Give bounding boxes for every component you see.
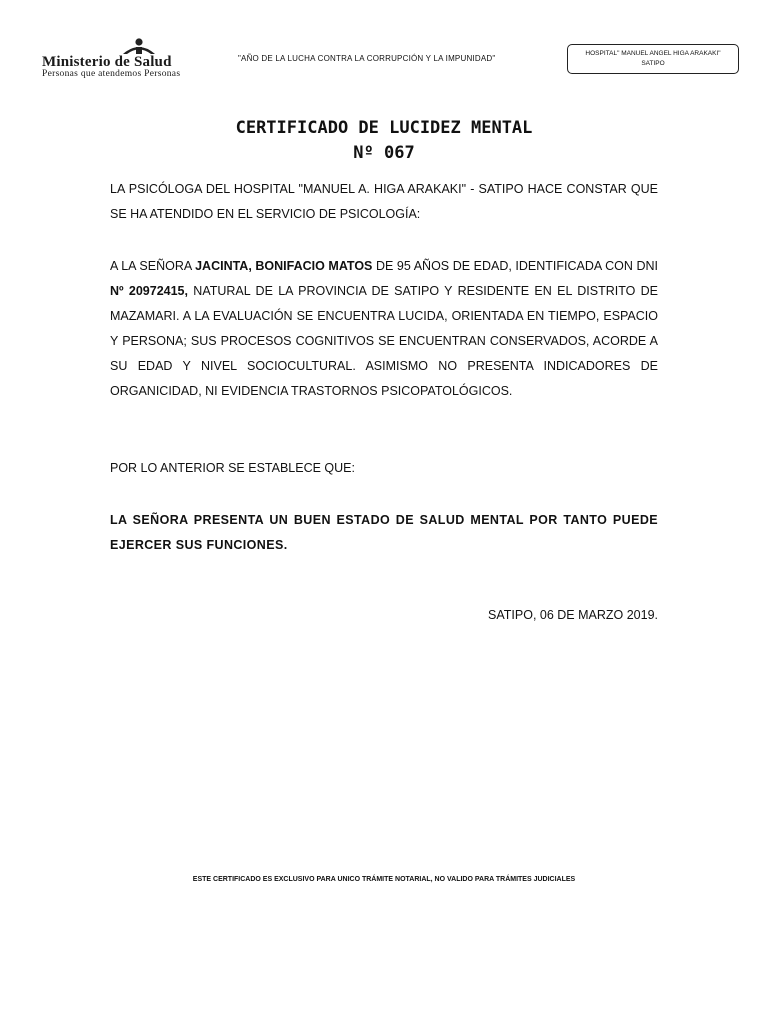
patient-paragraph bbox=[110, 254, 658, 404]
issue-date: SATIPO, 06 DE MARZO 2019. bbox=[488, 608, 658, 622]
patient-text-a: A LA SEÑORA bbox=[110, 259, 196, 273]
conclusion-paragraph: LA SEÑORA PRESENTA UN BUEN ESTADO DE SALUD MENTAL POR TANTO PUEDE EJERCER SUS FUNCIONES. bbox=[110, 513, 658, 552]
year-motto: "AÑO DE LA LUCHA CONTRA LA CORRUPCIÓN Y LA IMPUNIDAD" bbox=[238, 54, 496, 63]
patient-text-c: NATURAL DE LA PROVINCIA DE SATIPO Y RESIDENTE EN EL DISTRITO DE MAZAMARI. A LA EVALUACIÓN SE ENCUENTRA LUCIDA, ORIENTADA EN TIEMPO, ESPACIO Y PERSONA; SUS PROCESOS COGNITIVOS SE ENCUENTRAN CONSERVADOS, ACORDE A SU EDAD Y NIVEL SOCIOCULTURAL. ASIMISMO NO PRESENTA INDICADORES DE ORGANICIDAD, NI EVIDENCIA TRASTORNOS PSICOPATOLÓGICOS. bbox=[110, 284, 659, 398]
certificate-title: CERTIFICADO DE LUCIDEZ MENTAL bbox=[235, 118, 533, 138]
patient-name: JACINTA, BONIFACIO MATOS bbox=[195, 259, 373, 273]
patient-dni: Nº 20972415, bbox=[110, 284, 188, 298]
footer-note: ESTE CERTIFICADO ES EXCLUSIVO PARA UNICO TRÁMITE NOTARIAL, NO VALIDO PARA TRÁMITES JUDICIALES bbox=[192, 876, 576, 883]
hospital-box bbox=[567, 44, 739, 74]
intro-paragraph: LA PSICÓLOGA DEL HOSPITAL "MANUEL A. HIGA ARAKAKI" - SATIPO HACE CONSTAR QUE SE HA ATENDIDO EN EL SERVICIO DE PSICOLOGÍA: bbox=[110, 182, 658, 221]
certificate-number: Nº 067 bbox=[353, 143, 415, 163]
hospital-box-line2: SATIPO bbox=[641, 59, 665, 67]
patient-text-b: DE 95 AÑOS DE EDAD, IDENTIFICADA CON DNI bbox=[372, 259, 659, 273]
establishes-paragraph: POR LO ANTERIOR SE ESTABLECE QUE: bbox=[110, 461, 355, 475]
ministry-logo bbox=[42, 38, 232, 80]
hospital-box-line1: HOSPITAL" MANUEL ANGEL HIGA ARAKAKI" bbox=[585, 50, 721, 57]
logo-title: Ministerio de Salud bbox=[42, 54, 172, 70]
logo-subtitle: Personas que atendemos Personas bbox=[42, 69, 181, 79]
